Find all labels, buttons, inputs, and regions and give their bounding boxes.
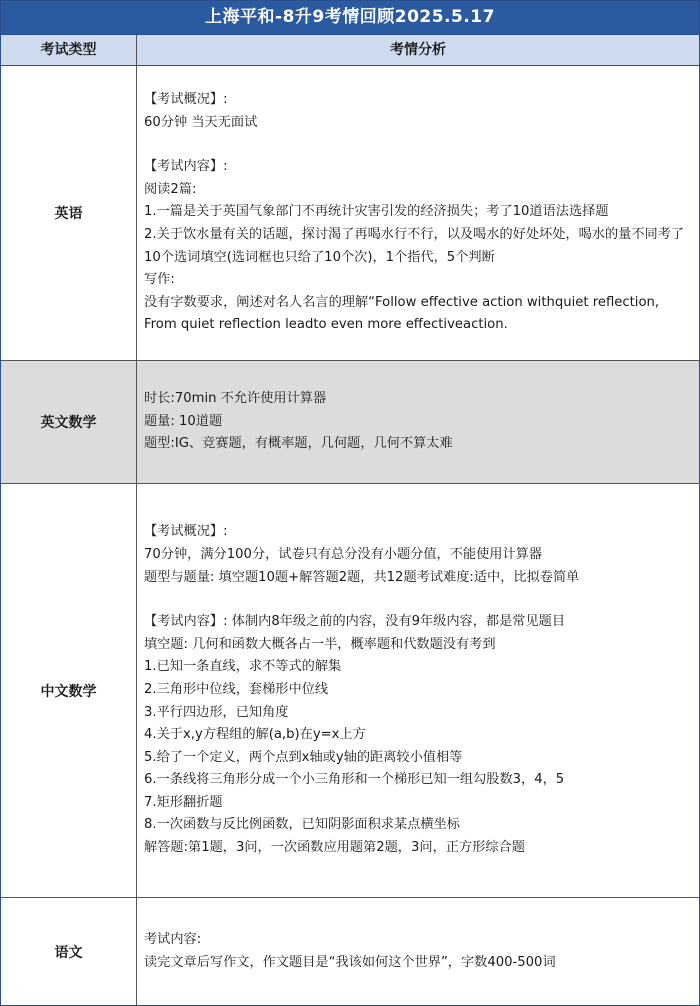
table-title: 上海平和-8升9考情回顾2025.5.17	[1, 1, 699, 34]
text-line: 【考试概况】:	[144, 92, 228, 108]
analysis-cell	[137, 361, 699, 483]
blank-line	[144, 589, 691, 611]
text-line: 4.关于x,y方程组的解(a,b)在y=x上方	[144, 727, 366, 743]
text-line: 题量: 10道题	[144, 413, 223, 429]
exam-type-label: 语文	[1, 898, 137, 1005]
text-line: 写作:	[144, 272, 175, 288]
table-row-english	[1, 66, 699, 361]
text-line: 题型:IG、竞赛题，有概率题，几何题，几何不算太难	[144, 436, 453, 452]
text-line: 阅读2篇:	[144, 181, 197, 197]
text-line: 1.一篇是关于英国气象部门不再统计灾害引发的经济损失；考了10道语法选择题	[144, 204, 609, 220]
header-analysis: 考情分析	[390, 42, 446, 58]
analysis-cell	[137, 66, 699, 360]
text-line: 7.矩形翻折题	[144, 794, 223, 810]
text-line: 1.已知一条直线，求不等式的解集	[144, 659, 342, 675]
table-header	[1, 34, 699, 66]
text-line: 2.关于饮水量有关的话题，探讨渴了再喝水行不行，以及喝水的好处坏处，喝水的量不同考了10个选词填空(选词框也只给了10个次)，1个指代，5个判断	[144, 227, 685, 265]
analysis-cell	[137, 484, 699, 897]
text-line: 【考试内容】:	[144, 159, 228, 175]
table-row-chinese	[1, 898, 699, 1005]
text-line: 没有字数要求，阐述对名人名言的理解“Follow effective action withquiet reflection, From quiet reflection leadto even more effectiveaction.	[144, 294, 660, 333]
exam-type-label: 英语	[1, 66, 137, 360]
table-row-chinese-math	[1, 484, 699, 898]
text-line: 6.一条线将三角形分成一个小三角形和一个梯形已知一组勾股数3，4，5	[144, 772, 565, 788]
text-line: 8.一次函数与反比例函数，已知阴影面积求某点横坐标	[144, 817, 460, 833]
text-line: 读完文章后写作文，作文题目是“我该如何这个世界”，字数400-500词	[144, 954, 556, 970]
text-line: 2.三角形中位线，套梯形中位线	[144, 681, 329, 697]
exam-type-label: 中文数学	[1, 484, 137, 897]
text-line: 70分钟，满分100分，试卷只有总分没有小题分值，不能使用计算器	[144, 546, 543, 562]
text-line: 5.给了一个定义，两个点到x轴或y轴的距离较小值相等	[144, 749, 463, 765]
text-line: 题型与题量: 填空题10题+解答题2题，共12题考试难度:适中，比拟卷简单	[144, 569, 580, 585]
text-line: 解答题:第1题，3问，一次函数应用题第2题，3问，正方形综合题	[144, 840, 525, 856]
analysis-cell	[137, 898, 699, 1005]
table-row-english-math	[1, 361, 699, 484]
text-line: 填空题: 几何和函数大概各占一半，概率题和代数题没有考到	[144, 636, 496, 652]
text-line: 【考试概况】:	[144, 524, 228, 540]
text-line: 考试内容:	[144, 931, 202, 947]
text-line: 60分钟 当天无面试	[144, 114, 258, 130]
exam-type-label: 英文数学	[1, 361, 137, 483]
text-line: 时长:70min 不允许使用计算器	[144, 391, 327, 407]
text-line: 【考试内容】: 体制内8年级之前的内容，没有9年级内容，都是常见题目	[144, 614, 566, 630]
blank-line	[144, 134, 691, 156]
header-exam-type: 考试类型	[1, 35, 137, 65]
text-line: 3.平行四边形，已知角度	[144, 704, 289, 720]
